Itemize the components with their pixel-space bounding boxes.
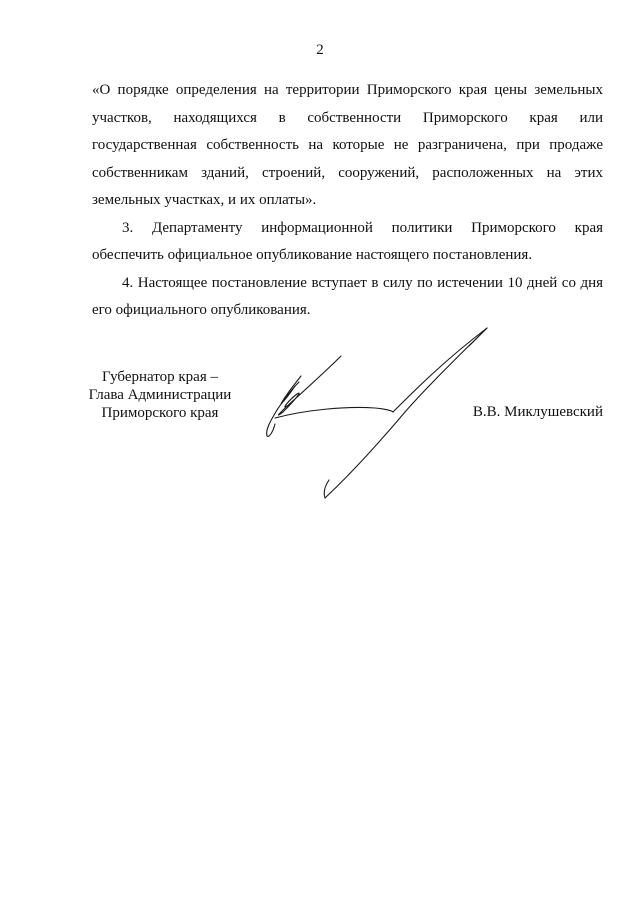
page-number: 2: [316, 42, 324, 58]
paragraph-item-4: 4. Настоящее постановление вступает в силу по истечении 10 дней со дня его официального опубликования.: [92, 274, 603, 318]
signatory-title-line-3: Приморского края: [101, 405, 219, 421]
signatory-name: В.В. Миклушевский: [472, 404, 603, 420]
signatory-title: [70, 368, 250, 422]
signatory-title-line-2: Глава Администрации: [88, 387, 232, 403]
paragraph-item-3: 3. Департаменту информационной политики Приморского края обеспечить официальное опубликование настоящего постановления.: [92, 219, 603, 263]
signatory-title-line-1: Губернатор края –: [102, 369, 218, 385]
document-body: [92, 77, 603, 325]
quote-paragraph: «О порядке определения на территории Приморского края цены земельных участков, находящихся в собственности Приморского края или государственная собственность на которые не разграничена, при продаже собственникам зданий, строений, сооружений, расположенных на этих земельных участках, и их оплаты».: [92, 82, 603, 208]
